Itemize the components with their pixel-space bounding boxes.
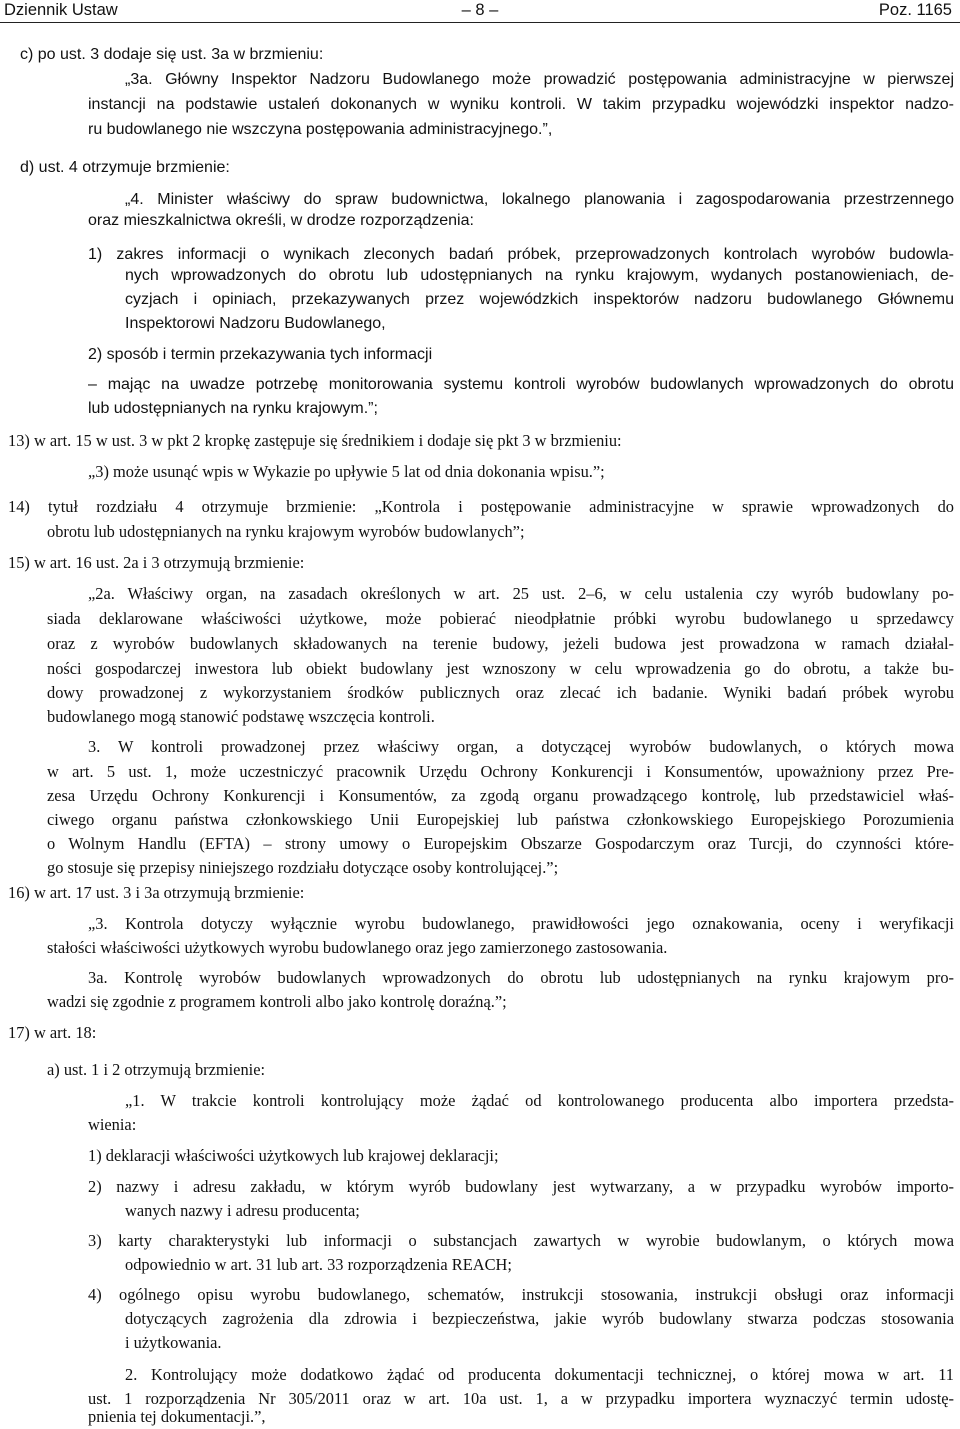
text-line: zesa Urzędu Ochrony Konkurencji i Konsumentów, za zgodą organu prowadzącego kontrolę, lub przedstawiciel właś- <box>47 786 954 805</box>
text-line: w art. 5 ust. 1, może uczestniczyć pracownik Urzędu Ochrony Konkurencji i Konsumentów, upoważniony przez Pre- <box>47 762 954 781</box>
text-line: Inspektorowi Nadzoru Budowlanego, <box>125 315 386 332</box>
page-number: – 8 – <box>461 1 499 19</box>
text-line: o Wolnym Handlu (EFTA) – strony umowy o Europejskim Obszarze Gospodarczym oraz Turcji, do czynności które- <box>47 834 954 853</box>
text-line: – mając na uwadze potrzebę monitorowania systemu kontroli wyrobów budowlanych wprowadzonych do obrotu <box>88 376 954 393</box>
text-line: ru budowlanego nie wszczyna postępowania administracyjnego.”, <box>88 121 553 138</box>
text-line: go stosuje się przepisy niniejszego rozdziału dotyczące osoby kontrolującej.”; <box>47 858 559 877</box>
text-line: i użytkowania. <box>125 1333 222 1352</box>
text-line: d) ust. 4 otrzymuje brzmienie: <box>20 159 230 176</box>
text-line: stałości właściwości użytkowych wyrobu budowlanego oraz jego zamierzonego zastosowania. <box>47 938 668 957</box>
text-line: 3) karty charakterystyki lub informacji o substancjach zawartych w wyrobie budowlanym, o których mowa <box>88 1231 954 1250</box>
text-line: cyzjach i opiniach, przekazywanych przez wojewódzkich inspektorów nadzoru budowlanego Głównemu <box>125 291 954 308</box>
text-line: 3. W kontroli prowadzonej przez właściwy organ, a dotyczącej wyrobów budowlanych, o których mowa <box>88 737 954 756</box>
text-line: „2a. Właściwy organ, na zasadach określonych w art. 25 ust. 2–6, w celu ustalenia czy wyrób budowlany po- <box>88 584 954 603</box>
text-line: „3a. Główny Inspektor Nadzoru Budowlanego może prowadzić postępowania administracyjne w pierwszej <box>125 71 954 88</box>
text-line: wanych nazwy i adresu producenta; <box>125 1201 360 1220</box>
text-line: 1) deklaracji właściwości użytkowych lub krajowej deklaracji; <box>88 1146 499 1165</box>
text-line: obrotu lub udostępnianych na rynku krajowym wyrobów budowlanych”; <box>47 522 525 541</box>
text-line: oraz mieszkalnictwa określi, w drodze rozporządzenia: <box>88 212 474 229</box>
text-line: c) po ust. 3 dodaje się ust. 3a w brzmieniu: <box>20 46 324 63</box>
text-line: odpowiednio w art. 31 lub art. 33 rozporządzenia REACH; <box>125 1255 512 1274</box>
text-line: 4) ogólnego opisu wyrobu budowlanego, schematów, instrukcji stosowania, instrukcji obsługi oraz informacji <box>88 1285 954 1304</box>
text-line: 2. Kontrolujący może dodatkowo żądać od producenta dokumentacji technicznej, o której mowa w art. 11 <box>125 1365 954 1384</box>
text-line: 16) w art. 17 ust. 3 i 3a otrzymują brzmienie: <box>8 883 305 902</box>
text-line: „3. Kontrola dotyczy wyłącznie wyrobu budowlanego, prawidłowości jego oznakowania, oceny i weryfikacji <box>88 914 954 933</box>
header-rule <box>0 22 960 23</box>
text-line: lub udostępnianych na rynku krajowym.”; <box>88 400 378 417</box>
text-line: wadzi się zgodnie z programem kontroli albo jako kontrolę doraźną.”; <box>47 992 507 1011</box>
position-number: Poz. 1165 <box>878 1 952 19</box>
text-line: „4. Minister właściwy do spraw budownictwa, lokalnego planowania i zagospodarowania przestrzennego <box>125 191 954 208</box>
text-line: instancji na podstawie ustaleń dokonanych w wyniku kontroli. W takim przypadku wojewódzki inspektor nadzo- <box>88 96 954 113</box>
text-line: 17) w art. 18: <box>8 1023 97 1042</box>
text-line: ności gospodarczej inwestora lub obiekt budowlany jest wznoszony w celu wprowadzenia go do obrotu, a także bu- <box>47 659 954 678</box>
text-line: nych wprowadzonych do obrotu lub udostępnianych na rynku krajowym, wydanych postanowieniach, de- <box>125 267 954 284</box>
text-line: pnienia tej dokumentacji.”, <box>88 1407 266 1426</box>
text-line: 2) nazwy i adresu zakładu, w którym wyrób budowlany jest wytwarzany, a w przypadku wyrobów importo- <box>88 1177 954 1196</box>
text-line: „3) może usunąć wpis w Wykazie po upływie 5 lat od dnia dokonania wpisu.”; <box>88 462 605 481</box>
journal-name: Dziennik Ustaw <box>4 1 118 19</box>
text-line: 2) sposób i termin przekazywania tych informacji <box>88 346 433 363</box>
text-line: dowy prowadzonej z wykorzystaniem środków publicznych oraz zlecać ich badanie. Wyniki badań próbek wyrobu <box>47 683 954 702</box>
text-line: „1. W trakcie kontroli kontrolujący może żądać od kontrolowanego producenta albo importera przedsta- <box>125 1091 954 1110</box>
text-line: 3a. Kontrolę wyrobów budowlanych wprowadzonych do obrotu lub udostępnianych na rynku krajowym pro- <box>88 968 954 987</box>
text-line: 15) w art. 16 ust. 2a i 3 otrzymują brzmienie: <box>8 553 305 572</box>
text-line: a) ust. 1 i 2 otrzymują brzmienie: <box>47 1060 266 1079</box>
text-line: oraz z wyrobów budowlanych składowanych na terenie budowy, jeżeli budowa jest prowadzona w ramach działal- <box>47 634 954 653</box>
text-line: wienia: <box>88 1115 137 1134</box>
text-line: 14) tytuł rozdziału 4 otrzymuje brzmienie: „Kontrola i postępowanie administracyjne w sprawie wprowadzonych do <box>8 497 954 516</box>
text-line: 1) zakres informacji o wynikach zleconych badań próbek, przeprowadzonych kontrolach wyrobów budowla- <box>88 246 954 263</box>
text-line: dotyczących zagrożenia dla zdrowia i bezpieczeństwa, jakie wyrób budowlany stwarza podczas stosowania <box>125 1309 954 1328</box>
text-line: siada deklarowane właściwości użytkowe, może pobierać nieodpłatnie próbki wyrobu budowlanego u sprzedawcy <box>47 609 954 628</box>
text-line: ciwego organu państwa członkowskiego Unii Europejskiej lub państwa członkowskiego Europejskiego Porozumienia <box>47 810 954 829</box>
page-header <box>0 0 960 22</box>
text-line: 13) w art. 15 w ust. 3 w pkt 2 kropkę zastępuje się średnikiem i dodaje się pkt 3 w brzmieniu: <box>8 431 622 450</box>
text-line: ust. 1 rozporządzenia Nr 305/2011 oraz w art. 10a ust. 1, a w przypadku importera wyznaczyć termin udostę- <box>88 1389 954 1408</box>
text-line: budowlanego mogą stanowić podstawę wszczęcia kontroli. <box>47 707 435 726</box>
